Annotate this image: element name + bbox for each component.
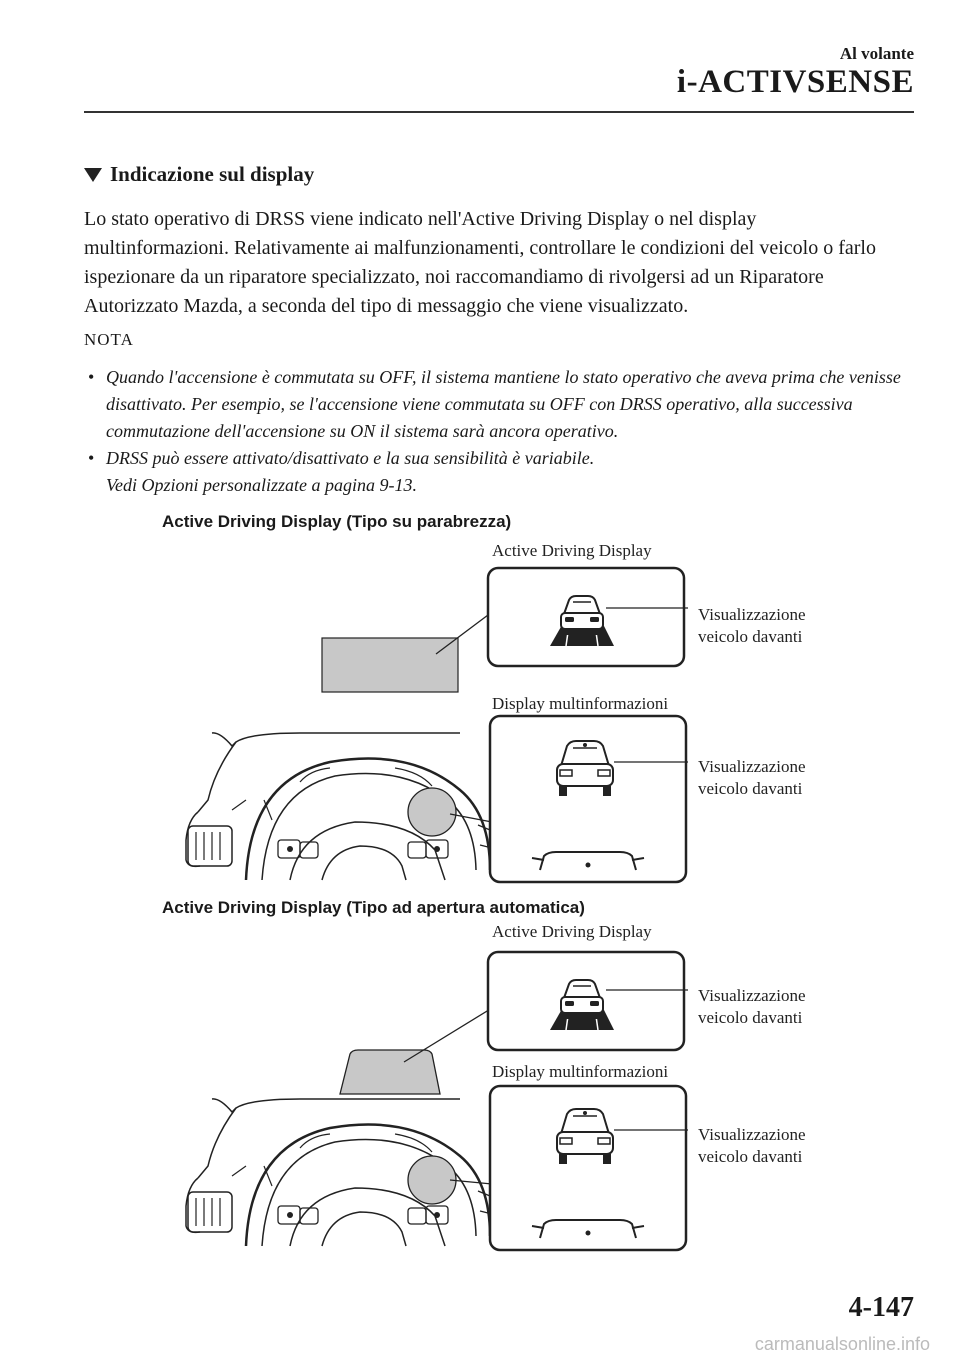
callout-line: Visualizzazione [698, 757, 806, 776]
body-paragraph: Lo stato operativo di DRSS viene indicato nell'Active Driving Display o nel display multinformazioni. Relativamente ai malfunzionamenti, controllare le condizioni del veicolo o farlo ispezionare da un riparatore specializzato, noi raccomandiamo di rivolgersi ad un Riparatore Autorizzato Mazda, a seconda del tipo di messaggio che viene visualizzato. [84, 208, 876, 317]
figure-1-title: Active Driving Display (Tipo su parabrezza) [162, 512, 512, 531]
note-line: Vedi Opzioni personalizzate a pagina 9-13. [106, 475, 417, 495]
figure-1-mid-label: Display multinformazioni [492, 694, 669, 713]
note-line: DRSS può essere attivato/disattivato e la sua sensibilità è variabile. [106, 448, 595, 468]
car-front-icon [561, 596, 603, 635]
windshield-hud-panel [322, 638, 458, 692]
figure-1-adp-label: Active Driving Display [492, 541, 652, 560]
callout-line: veicolo davanti [698, 1147, 803, 1166]
callout-line: veicolo davanti [698, 779, 803, 798]
page-number: 4-147 [848, 1292, 914, 1323]
figure-2-adp-label: Active Driving Display [492, 922, 652, 941]
nota-label: NOTA [84, 330, 134, 349]
bullet-icon: • [88, 367, 95, 387]
section-heading: i-ACTIVSENSE [676, 64, 914, 100]
cluster-highlight [408, 1156, 456, 1204]
callout-line: veicolo davanti [698, 627, 803, 646]
callout-line: Visualizzazione [698, 986, 806, 1005]
figure-2-title: Active Driving Display (Tipo ad apertura automatica) [162, 898, 585, 917]
car-front-icon [561, 980, 603, 1019]
callout-line: Visualizzazione [698, 605, 806, 624]
cluster-highlight [408, 788, 456, 836]
watermark: carmanualsonline.info [754, 1334, 930, 1354]
chapter-title: Al volante [839, 44, 914, 63]
figure-2-mid-label: Display multinformazioni [492, 1062, 669, 1081]
callout-line: Visualizzazione [698, 1125, 806, 1144]
bullet-icon: • [88, 448, 95, 468]
section-title-text: Indicazione sul display [110, 162, 315, 186]
callout-line: veicolo davanti [698, 1008, 803, 1027]
popup-hud-panel [340, 1050, 440, 1094]
note-text: Quando l'accensione è commutata su OFF, il sistema mantiene lo stato operativo che aveva prima che venisse disattivato. Per esempio, se l'accensione viene commutata su OFF con DRSS operativo, alla successiva commutazione dell'accensione su ON il sistema sarà ancora operativo. [106, 367, 901, 441]
